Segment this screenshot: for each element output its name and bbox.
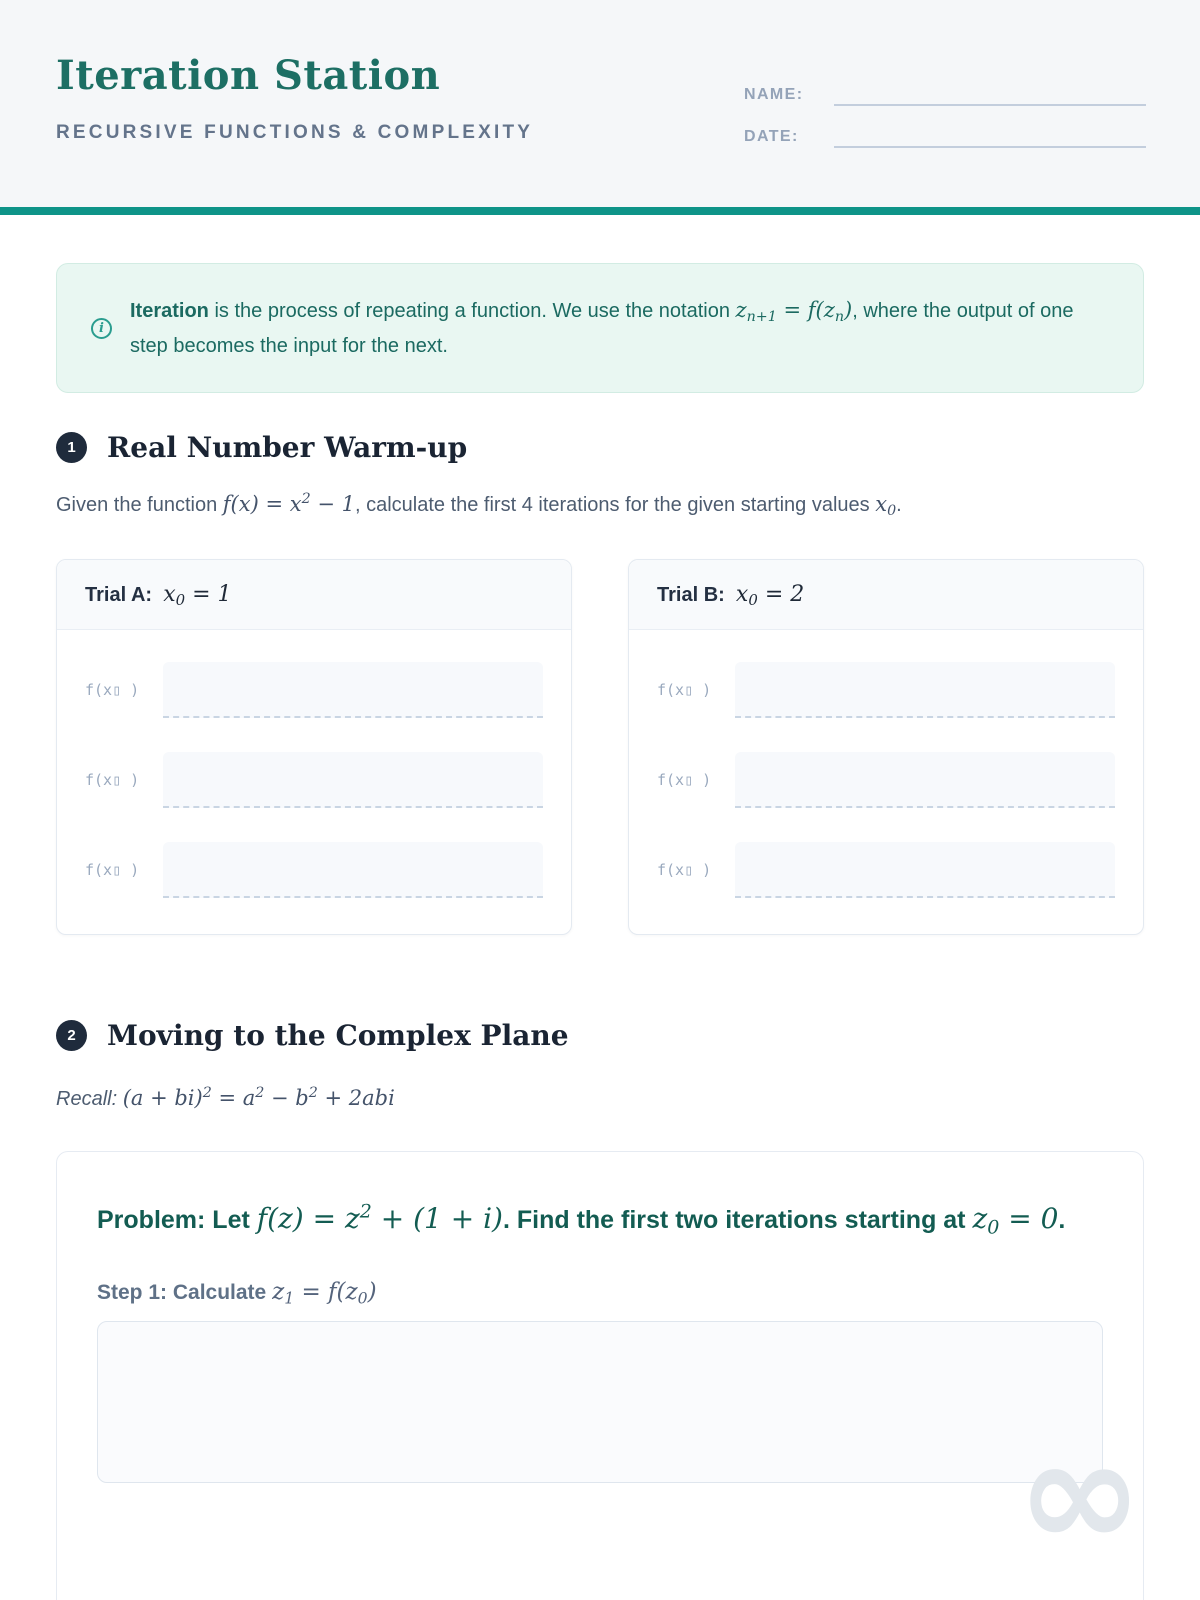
trial-cards: [56, 559, 1144, 935]
iteration-answer-field[interactable]: [735, 662, 1115, 718]
section-2-heading: [56, 1019, 1144, 1052]
step-1-label: Step 1: Calculate $z_1 = f(z_0)$: [97, 1279, 377, 1308]
section-1-number-badge: 1: [56, 432, 87, 463]
trial-b-title: Trial B: $x_0 = 2$: [629, 560, 1143, 630]
recall-note: Recall: $(a + bi)^2 = a^2 - b^2 + 2abi$: [56, 1085, 395, 1110]
callout-text: Iteration is the process of repeating a function. We use the notation $z_{n+1} = f(z_n)$, where the output of one step becomes the input for the next.: [130, 298, 1074, 357]
section-2-title: Moving to the Complex Plane: [107, 1019, 569, 1052]
iteration-row: [85, 662, 543, 718]
name-line[interactable]: [834, 84, 1146, 106]
iteration-label: f(x▯ ): [85, 681, 140, 699]
iteration-answer-field[interactable]: [163, 752, 543, 808]
iteration-label: f(x▯ ): [85, 861, 140, 879]
name-date-block: [744, 84, 1146, 168]
date-line[interactable]: [834, 126, 1146, 148]
section-1-intro: Given the function $f(x) = x^2 - 1$, calculate the first 4 iterations for the given starting values $x_0$.: [56, 491, 902, 519]
iteration-answer-field[interactable]: [163, 842, 543, 898]
step-1-answer-box[interactable]: [97, 1321, 1103, 1483]
iteration-row: [657, 842, 1115, 898]
info-icon-glyph: i: [99, 320, 104, 336]
iteration-label: f(x▯ ): [657, 771, 712, 789]
iteration-label: f(x▯ ): [657, 861, 712, 879]
name-label: NAME:: [744, 86, 804, 103]
trial-a-title: Trial A: $x_0 = 1$: [57, 560, 571, 630]
infinity-watermark: ∞: [1016, 1405, 1143, 1582]
iteration-label: f(x▯ ): [657, 681, 712, 699]
section-1-heading: [56, 431, 1144, 464]
trial-a-card: [56, 559, 572, 935]
section-1-title: Real Number Warm-up: [107, 431, 468, 464]
section-2-number-badge: 2: [56, 1020, 87, 1051]
iteration-answer-field[interactable]: [735, 752, 1115, 808]
iteration-row: [85, 842, 543, 898]
iteration-answer-field[interactable]: [163, 662, 543, 718]
header-accent-bar: [0, 207, 1200, 215]
iteration-row: [657, 752, 1115, 808]
worksheet-title: Iteration Station: [56, 52, 441, 99]
date-row: [744, 126, 1146, 148]
iteration-row: [85, 752, 543, 808]
trial-b-body: [629, 630, 1143, 934]
page-header: [0, 0, 1200, 207]
iteration-label: f(x▯ ): [85, 771, 140, 789]
name-row: [744, 84, 1146, 106]
problem-card: [56, 1151, 1144, 1600]
worksheet-content: [0, 263, 1200, 1600]
problem-statement: Problem: Let $f(z) = z^2 + (1 + i)$. Find the first two iterations starting at $z_0 = 0$.: [97, 1200, 1066, 1239]
trial-b-card: [628, 559, 1144, 935]
info-icon: [91, 318, 112, 339]
info-callout: [56, 263, 1144, 393]
iteration-answer-field[interactable]: [735, 842, 1115, 898]
worksheet-subtitle: RECURSIVE FUNCTIONS & COMPLEXITY: [56, 122, 534, 143]
date-label: DATE:: [744, 128, 799, 145]
iteration-row: [657, 662, 1115, 718]
trial-a-body: [57, 630, 571, 934]
